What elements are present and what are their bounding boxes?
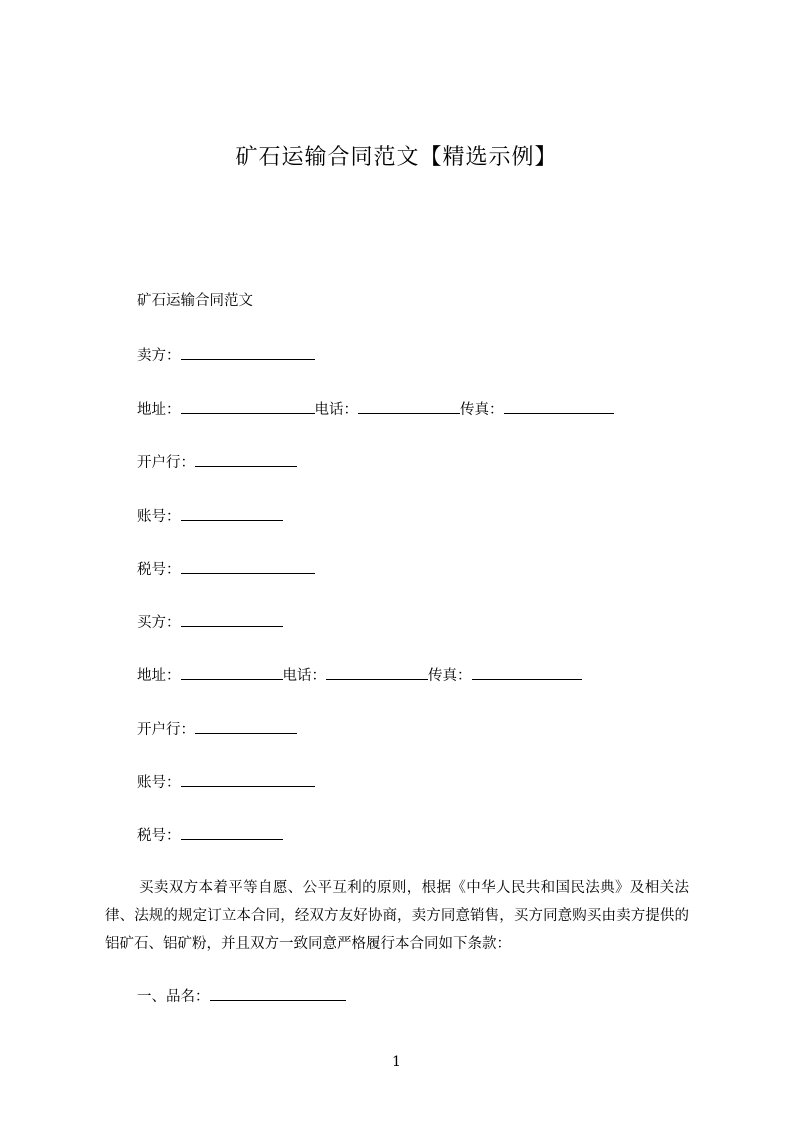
seller-bank-label: 开户行： <box>137 455 195 471</box>
buyer-bank-blank[interactable] <box>195 719 297 734</box>
buyer-line <box>137 612 283 633</box>
preamble-paragraph: 买卖双方本着平等自愿、公平互利的原则，根据《中华人民共和国民法典》及相关法律、法规的规定订立本合同，经双方友好协商，卖方同意销售，买方同意购买由卖方提供的铝矿石、铝矿粉，并且双方一致同意严格履行本合同如下条款： <box>105 880 689 952</box>
seller-account-label: 账号： <box>137 509 181 525</box>
seller-phone-label: 电话： <box>314 402 358 418</box>
seller-account-blank[interactable] <box>181 506 283 521</box>
buyer-phone-blank[interactable] <box>326 665 428 680</box>
document-title: 矿石运输合同范文【精选示例】 <box>235 145 558 170</box>
buyer-blank[interactable] <box>181 612 283 627</box>
buyer-fax-blank[interactable] <box>472 665 582 680</box>
seller-tax-line <box>137 559 315 580</box>
seller-blank[interactable] <box>181 345 315 360</box>
seller-fax-label: 传真： <box>460 402 504 418</box>
seller-tax-label: 税号： <box>137 562 181 578</box>
seller-bank-line <box>137 452 297 473</box>
buyer-account-blank[interactable] <box>181 772 315 787</box>
buyer-tax-label: 税号： <box>137 828 181 844</box>
buyer-tax-blank[interactable] <box>181 825 283 840</box>
seller-phone-blank[interactable] <box>358 399 460 414</box>
seller-fax-blank[interactable] <box>504 399 614 414</box>
page-number: 1 <box>392 1054 401 1070</box>
clause-1-line <box>137 986 346 1007</box>
buyer-fax-label: 传真： <box>428 668 472 684</box>
buyer-address-blank[interactable] <box>181 665 283 680</box>
clause-1-blank[interactable] <box>210 986 346 1001</box>
clause-1-label: 一、品名： <box>137 989 210 1005</box>
seller-bank-blank[interactable] <box>195 452 297 467</box>
seller-line <box>137 345 315 366</box>
seller-address-blank[interactable] <box>181 399 315 414</box>
buyer-address-label: 地址： <box>137 668 181 684</box>
buyer-address-line <box>137 665 582 686</box>
seller-address-line <box>137 399 614 420</box>
seller-account-line <box>137 506 283 527</box>
buyer-account-label: 账号： <box>137 775 181 791</box>
buyer-bank-line <box>137 719 297 740</box>
buyer-tax-line <box>137 825 283 846</box>
seller-label: 卖方： <box>137 348 181 364</box>
seller-address-label: 地址： <box>137 402 181 418</box>
seller-tax-blank[interactable] <box>181 559 315 574</box>
buyer-bank-label: 开户行： <box>137 722 195 738</box>
document-subtitle: 矿石运输合同范文 <box>137 293 253 309</box>
buyer-account-line <box>137 772 315 793</box>
buyer-phone-label: 电话： <box>282 668 326 684</box>
buyer-label: 买方： <box>137 615 181 631</box>
